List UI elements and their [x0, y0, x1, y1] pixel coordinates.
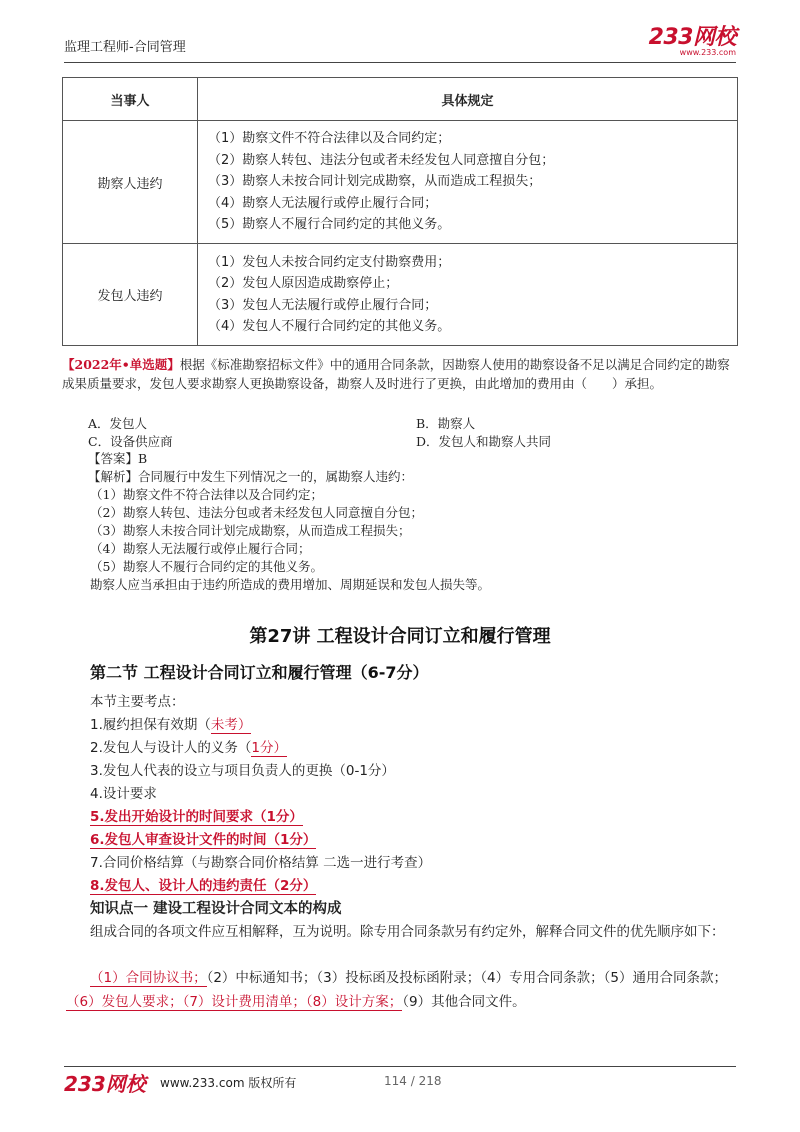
- detail-cell: [198, 121, 738, 244]
- page-number: 114 / 218: [384, 1074, 442, 1088]
- list-item: （2）勘察人转包、违法分包或者未经发包人同意擅自分包；: [208, 152, 555, 168]
- option-c: C．设备供应商: [88, 434, 173, 449]
- knowledge-title: 知识点一 建设工程设计合同文本的构成: [90, 901, 342, 917]
- analysis-item: （1）勘察文件不符合法律以及合同约定；: [90, 487, 323, 502]
- option-d: D．发包人和勘察人共同: [416, 434, 552, 449]
- point-item: 7.合同价格结算（与勘察合同价格结算 二选一进行考查）: [90, 855, 432, 871]
- table-row: [63, 244, 738, 346]
- point-item: 6.发包人审查设计文件的时间（1分）: [90, 828, 316, 849]
- detail-cell: [198, 244, 738, 346]
- list-item: （1）发包人未按合同约定支付勘察费用；: [208, 254, 451, 270]
- breach-table: [62, 77, 738, 346]
- list-item: （2）发包人原因造成勘察停止；: [208, 276, 399, 291]
- priority-order: [66, 966, 742, 1014]
- option-a: A．发包人: [88, 416, 148, 431]
- analysis-item: （3）勘察人未按合同计划完成勘察，从而造成工程损失；: [90, 523, 411, 538]
- header-divider: [64, 62, 736, 63]
- analysis-tail: 勘察人应当承担由于违约所造成的费用增加、周期延误和发包人损失等。: [90, 577, 491, 592]
- document-title: 监理工程师-合同管理: [64, 40, 186, 55]
- table-header-row: [63, 78, 738, 121]
- list-item: （1）勘察文件不符合法律以及合同约定；: [208, 131, 451, 147]
- question-tag: 【2022年•单选题】: [62, 357, 180, 372]
- page-header: [64, 26, 736, 66]
- point-item: 4.设计要求: [90, 786, 157, 802]
- paragraph: 组成合同的各项文件应互相解释，互为说明。除专用合同条款另有约定外，解释合同文件的优先顺序如下：: [90, 924, 725, 940]
- point-item: 3.发包人代表的设立与项目负责人的更换（0-1分）: [90, 763, 395, 779]
- list-item: （3）发包人无法履行或停止履行合同；: [208, 297, 438, 313]
- analysis-item: （4）勘察人无法履行或停止履行合同；: [90, 541, 311, 556]
- lecture-title: 第27讲 工程设计合同订立和履行管理: [249, 626, 551, 647]
- column-header: 当事人: [63, 78, 198, 121]
- priority-item: （1）合同协议书；: [90, 970, 207, 986]
- analysis-lead: 【解析】合同履行中发生下列情况之一的，属勘察人违约：: [88, 469, 414, 484]
- answer-line: 【答案】B: [88, 451, 148, 466]
- priority-item: （9）其他合同文件。: [402, 994, 526, 1010]
- priority-item: （2）中标通知书；（3）投标函及投标函附录；（4）专用合同条款；（5）通用合同条款；: [206, 970, 727, 986]
- intro-text: 本节主要考点：: [90, 694, 185, 710]
- list-item: （4）发包人不履行合同约定的其他义务。: [208, 319, 451, 334]
- question-text: 根据《标准勘察招标文件》中的通用合同条款，因勘察人使用的勘察设备不足以满足合同约定的勘察成果质量要求，发包人要求勘察人更换勘察设备，勘察人及时进行了更换，由此增加的费用由（ ）承担。: [62, 357, 730, 391]
- analysis-item: （5）勘察人不履行合同约定的其他义务。: [90, 559, 323, 574]
- list-item: （5）勘察人不履行合同约定的其他义务。: [208, 217, 451, 233]
- footer-logo: 233网校: [64, 1072, 146, 1096]
- party-cell: 发包人违约: [63, 244, 198, 346]
- point-item: 8.发包人、设计人的违约责任（2分）: [90, 874, 316, 895]
- page-footer: [64, 1068, 736, 1098]
- question-stem: [62, 356, 738, 393]
- footer-divider: [64, 1066, 736, 1067]
- party-cell: 勘察人违约: [63, 121, 198, 244]
- option-b: B．勘察人: [416, 416, 476, 431]
- point-item: 2.发包人与设计人的义务（1分）: [90, 740, 287, 756]
- list-item: （3）勘察人未按合同计划完成勘察，从而造成工程损失；: [208, 174, 542, 190]
- brand-logo: 233网校 www.233.com: [648, 25, 736, 57]
- list-item: （4）勘察人无法履行或停止履行合同；: [208, 195, 438, 211]
- point-item: 1.履约担保有效期（未考）: [90, 717, 252, 733]
- column-header: 具体规定: [198, 78, 738, 121]
- priority-item: （6）发包人要求；（7）设计费用清单；（8）设计方案；: [66, 994, 403, 1010]
- footer-site: www.233.com 版权所有: [160, 1076, 297, 1090]
- table-row: [63, 121, 738, 244]
- section-title: 第二节 工程设计合同订立和履行管理（6-7分）: [90, 663, 429, 682]
- analysis-item: （2）勘察人转包、违法分包或者未经发包人同意擅自分包；: [90, 505, 423, 520]
- point-item: 5.发出开始设计的时间要求（1分）: [90, 805, 303, 826]
